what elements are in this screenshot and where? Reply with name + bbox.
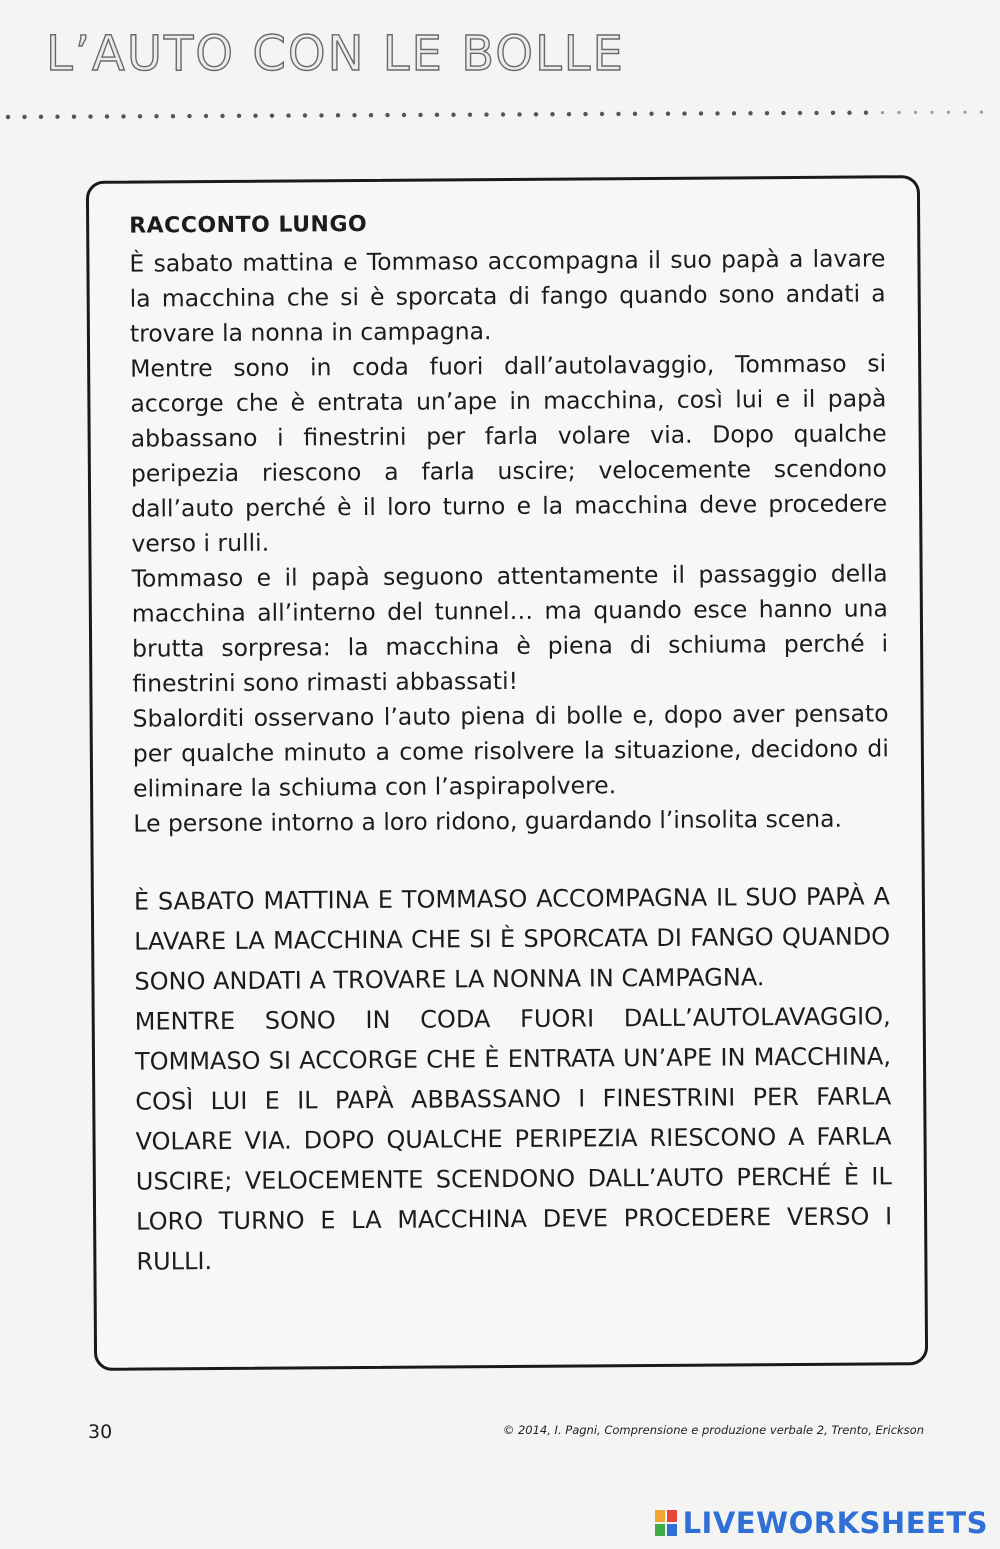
divider-dot [831, 111, 835, 115]
story-paragraph: Mentre sono in coda fuori dall’autolavaggio, Tommaso si accorge che è entrata un’ape in macchina, così lui e il papà abbassano i finestrini per farla volare via. Dopo qualche peripezia riescono a farla uscire; velocemente scendono dall’auto perché è il loro turno e la macchina deve procedere verso i rulli. [130, 349, 888, 558]
page-title: L’AUTO CON LE BOLLE [46, 26, 625, 82]
divider-dot [418, 113, 422, 117]
story-paragraph: Le persone intorno a loro ridono, guardando l’insolita scena. [133, 804, 843, 838]
copyright-notice: © 2014, I. Pagni, Comprensione e produzione verbale 2, Trento, Erickson [502, 1423, 924, 1437]
page-number: 30 [88, 1421, 113, 1443]
divider-dot [550, 112, 554, 116]
divider-dot [39, 115, 43, 119]
caps-version [134, 876, 893, 1281]
divider-dot [649, 112, 653, 116]
divider-dot [385, 113, 389, 117]
divider-dot [352, 113, 356, 117]
caps-paragraph: MENTRE SONO IN CODA FUORI DALL’AUTOLAVAGGIO, TOMMASO SI ACCORGE CHE È ENTRATA UN’APE IN MACCHINA, COSÌ LUI E IL PAPÀ ABBASSANO I FINESTRINI PER FARLA VOLARE VIA. DOPO QUALCHE PERIPEZIA RIESCONO A FARLA USCIRE; VELOCEMENTE SCENDONO DALL’AUTO PERCHÉ È IL LORO TURNO E LA MACCHINA DEVE PROCEDERE VERSO I RULLI. [134, 1002, 893, 1276]
divider-dot [897, 111, 900, 114]
divider-dot [864, 110, 868, 114]
divider-dot [171, 114, 175, 118]
story-paragraph: Sbalorditi osservano l’auto piena di bolle e, dopo aver pensato per qualche minuto a come risolvere la situazione, decidono di eliminare la schiuma con l’aspirapolvere. [132, 699, 889, 803]
divider-dot [765, 111, 769, 115]
divider-dot [947, 111, 950, 114]
divider-dot [814, 111, 818, 115]
divider-dot [980, 110, 983, 113]
divider-dot [847, 111, 851, 115]
divider-dot [22, 115, 26, 119]
divider-dot [798, 111, 802, 115]
divider-dot [220, 114, 224, 118]
divider-dot [253, 114, 257, 118]
divider-dot [748, 111, 752, 115]
divider-dot [270, 113, 274, 117]
divider-dot [286, 113, 290, 117]
divider-dot [369, 113, 373, 117]
brand-name: LIVEWORKSHEETS [682, 1506, 988, 1540]
divider-dot [6, 115, 10, 119]
divider-dot [484, 112, 488, 116]
story-paragraph: Tommaso e il papà seguono attentamente il passaggio della macchina all’interno del tunnel… ma quando esce hanno una brutta sorpresa: la macchina è piena di schiuma perché i finestrini sono rimasti abbassati! [131, 559, 889, 698]
divider-dot [732, 111, 736, 115]
divider-dot [336, 113, 340, 117]
divider-dot [616, 112, 620, 116]
dotted-divider [0, 108, 1000, 120]
divider-dot [402, 113, 406, 117]
divider-dot [237, 114, 241, 118]
divider-dot [682, 111, 686, 115]
divider-dot [88, 114, 92, 118]
divider-dot [600, 112, 604, 116]
divider-dot [138, 114, 142, 118]
divider-dot [930, 111, 933, 114]
divider-dot [914, 111, 917, 114]
divider-dot [963, 111, 966, 114]
divider-dot [72, 114, 76, 118]
divider-dot [451, 113, 455, 117]
divider-dot [319, 113, 323, 117]
caps-paragraph: È SABATO MATTINA E TOMMASO ACCOMPAGNA IL SUO PAPÀ A LAVARE LA MACCHINA CHE SI È SPORCATA DI FANGO QUANDO SONO ANDATI A TROVARE LA NONNA IN CAMPAGNA. [133, 882, 891, 996]
divider-dot [204, 114, 208, 118]
divider-dot [881, 111, 884, 114]
section-heading: RACCONTO LUNGO [129, 211, 368, 239]
divider-dot [781, 111, 785, 115]
divider-dot [517, 112, 521, 116]
divider-dot [567, 112, 571, 116]
divider-dot [666, 111, 670, 115]
divider-dot [534, 112, 538, 116]
divider-dot [154, 114, 158, 118]
divider-dot [501, 112, 505, 116]
divider-dot [633, 112, 637, 116]
story-box [86, 175, 928, 1371]
divider-dot [583, 112, 587, 116]
story-paragraph: È sabato mattina e Tommaso accompagna il suo papà a lavare la macchina che si è sporcata di fango quando sono andati a trovare la nonna in campagna. [129, 244, 886, 348]
divider-dot [303, 113, 307, 117]
divider-dot [105, 114, 109, 118]
liveworksheets-logo[interactable] [655, 1506, 988, 1540]
liveworksheets-logo-icon [655, 1510, 677, 1536]
divider-dot [715, 111, 719, 115]
divider-dot [187, 114, 191, 118]
divider-dot [699, 111, 703, 115]
divider-dot [468, 112, 472, 116]
divider-dot [121, 114, 125, 118]
divider-dot [435, 113, 439, 117]
divider-dot [55, 115, 59, 119]
